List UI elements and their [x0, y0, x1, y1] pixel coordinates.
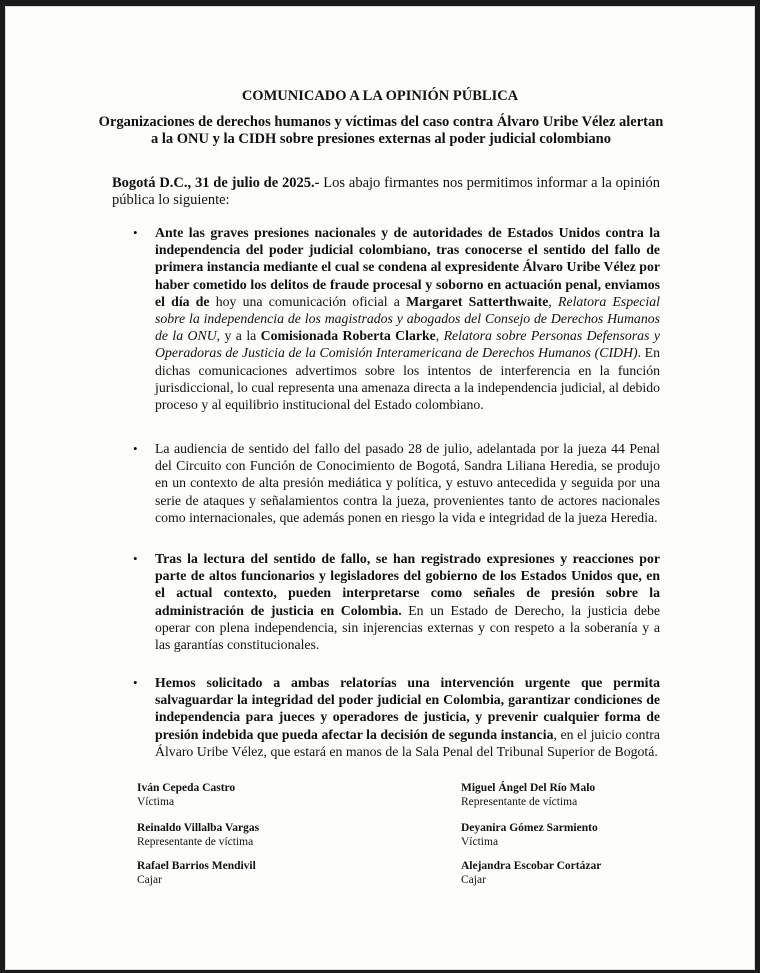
bullet-1-text: , [435, 328, 444, 344]
signatory-role: Cajar [137, 874, 162, 886]
signatory-role: Víctima [137, 796, 175, 808]
signature-block [137, 859, 256, 887]
recipient-name-2: Comisionada Roberta Clarke [260, 328, 436, 344]
recipient-name-1: Margaret Satterthwaite [406, 293, 549, 309]
signature-block [461, 781, 595, 809]
document-page [5, 6, 755, 970]
signature-block [461, 859, 601, 887]
signatory-name: Alejandra Escobar Cortázar [461, 860, 602, 872]
bullet-1-text: hoy una comunicación oficial a [209, 293, 407, 309]
bullet-icon: • [133, 551, 138, 566]
bullet-2-text: La audiencia de sentido del fallo del pasado 28 de julio, adelantada por la jueza 44 Penal del Circuito con Función de Conocimiento de Bogotá, Sandra Liliana Heredia, se produjo en un contexto de alta presión mediática y política, y estuvo antecedida y seguida por una serie de ataques y señalamientos contra la jueza, provenientes tanto de actores nacionales como internacionales, que además ponen en riesgo la vida e integridad de la jueza Heredia. [155, 441, 660, 525]
place-date: Bogotá D.C., 31 de julio de 2025.- [112, 175, 320, 191]
bullet-4-bold: Hemos solicitado a ambas relatorías una intervención urgente que permita salvaguardar la integridad del poder judicial en Colombia, garantizar condiciones de independencia para jueces y operadores de justicia, y prevenir cualquier forma de presión indebida que pueda afectar la decisión de segunda instancia [155, 675, 660, 742]
bullet-1-bold: Ante las graves presiones nacionales y de autoridades de Estados Unidos contra la independencia del poder judicial colombiano, tras conocerse el sentido del fallo de primera instancia mediante el cual se condena al expresidente Álvaro Uribe Vélez por haber cometido los delitos de fraude procesal y soborno en actuación penal, enviamos el día de [155, 225, 660, 309]
bullet-3-bold: Tras la lectura del sentido de fallo, se han registrado expresiones y reacciones por parte de altos funcionarios y legisladores del gobierno de los Estados Unidos que, en el actual contexto, pueden interpretarse como señales de presión sobre la administración de justicia en Colombia. [155, 551, 660, 618]
signatory-name: Rafael Barrios Mendivil [137, 860, 256, 872]
document-subtitle: Organizaciones de derechos humanos y víctimas del caso contra Álvaro Uribe Vélez alertan a la ONU y la CIDH sobre presiones externas al poder judicial colombiano [98, 114, 664, 147]
bullet-4-text: , en el juicio contra Álvaro Uribe Vélez, que estará en manos de la Sala Penal del Tribunal Superior de Bogotá. [155, 726, 660, 759]
bullet-icon: • [133, 441, 138, 456]
bullet-item [133, 440, 660, 526]
signatory-role: Víctima [461, 836, 499, 848]
signatory-role: Representante de víctima [137, 836, 254, 848]
signatory-role: Cajar [461, 874, 486, 886]
bullet-item [133, 224, 660, 413]
signatory-name: Deyanira Gómez Sarmiento [461, 822, 598, 834]
intro-paragraph [112, 175, 660, 209]
signatory-name: Iván Cepeda Castro [137, 782, 236, 794]
document-title: COMUNICADO A LA OPINIÓN PÚBLICA [241, 88, 519, 104]
recipient-title-2: Relatora sobre Personas Defensoras y Operadoras de Justicia de la Comisión Interamericana de Derechos Humanos (CIDH) [155, 328, 660, 361]
signature-block [137, 781, 235, 809]
signatory-role: Representante de víctima [461, 796, 578, 808]
signature-block [137, 821, 259, 849]
bullet-item [133, 550, 660, 653]
signature-block [461, 821, 598, 849]
bullet-1-text: , y a la [216, 328, 261, 344]
bullet-icon: • [133, 675, 138, 690]
intro-text: Los abajo firmantes nos permitimos informar a la opinión pública lo siguiente: [112, 175, 660, 208]
recipient-title-1: Relatora Especial sobre la independencia de los magistrados y abogados del Consejo de Derechos Humanos de la ONU [155, 293, 660, 344]
bullet-icon: • [133, 225, 138, 240]
signatory-name: Reinaldo Villalba Vargas [137, 822, 260, 834]
bullet-1-text: , [548, 293, 559, 309]
signatory-name: Miguel Ángel Del Río Malo [461, 782, 596, 794]
bullet-3-text: En un Estado de Derecho, la justicia debe operar con plena independencia, sin injerencias externas y con respeto a la soberanía y a las garantías constitucionales. [155, 602, 660, 653]
bullet-1-text: . En dichas comunicaciones advertimos sobre los intentos de interferencia en la función jurisdiccional, lo cual representa una amenaza directa a la independencia judicial, al debido proceso y al equilibrio institucional del Estado colombiano. [155, 345, 660, 413]
bullet-item [133, 674, 660, 760]
